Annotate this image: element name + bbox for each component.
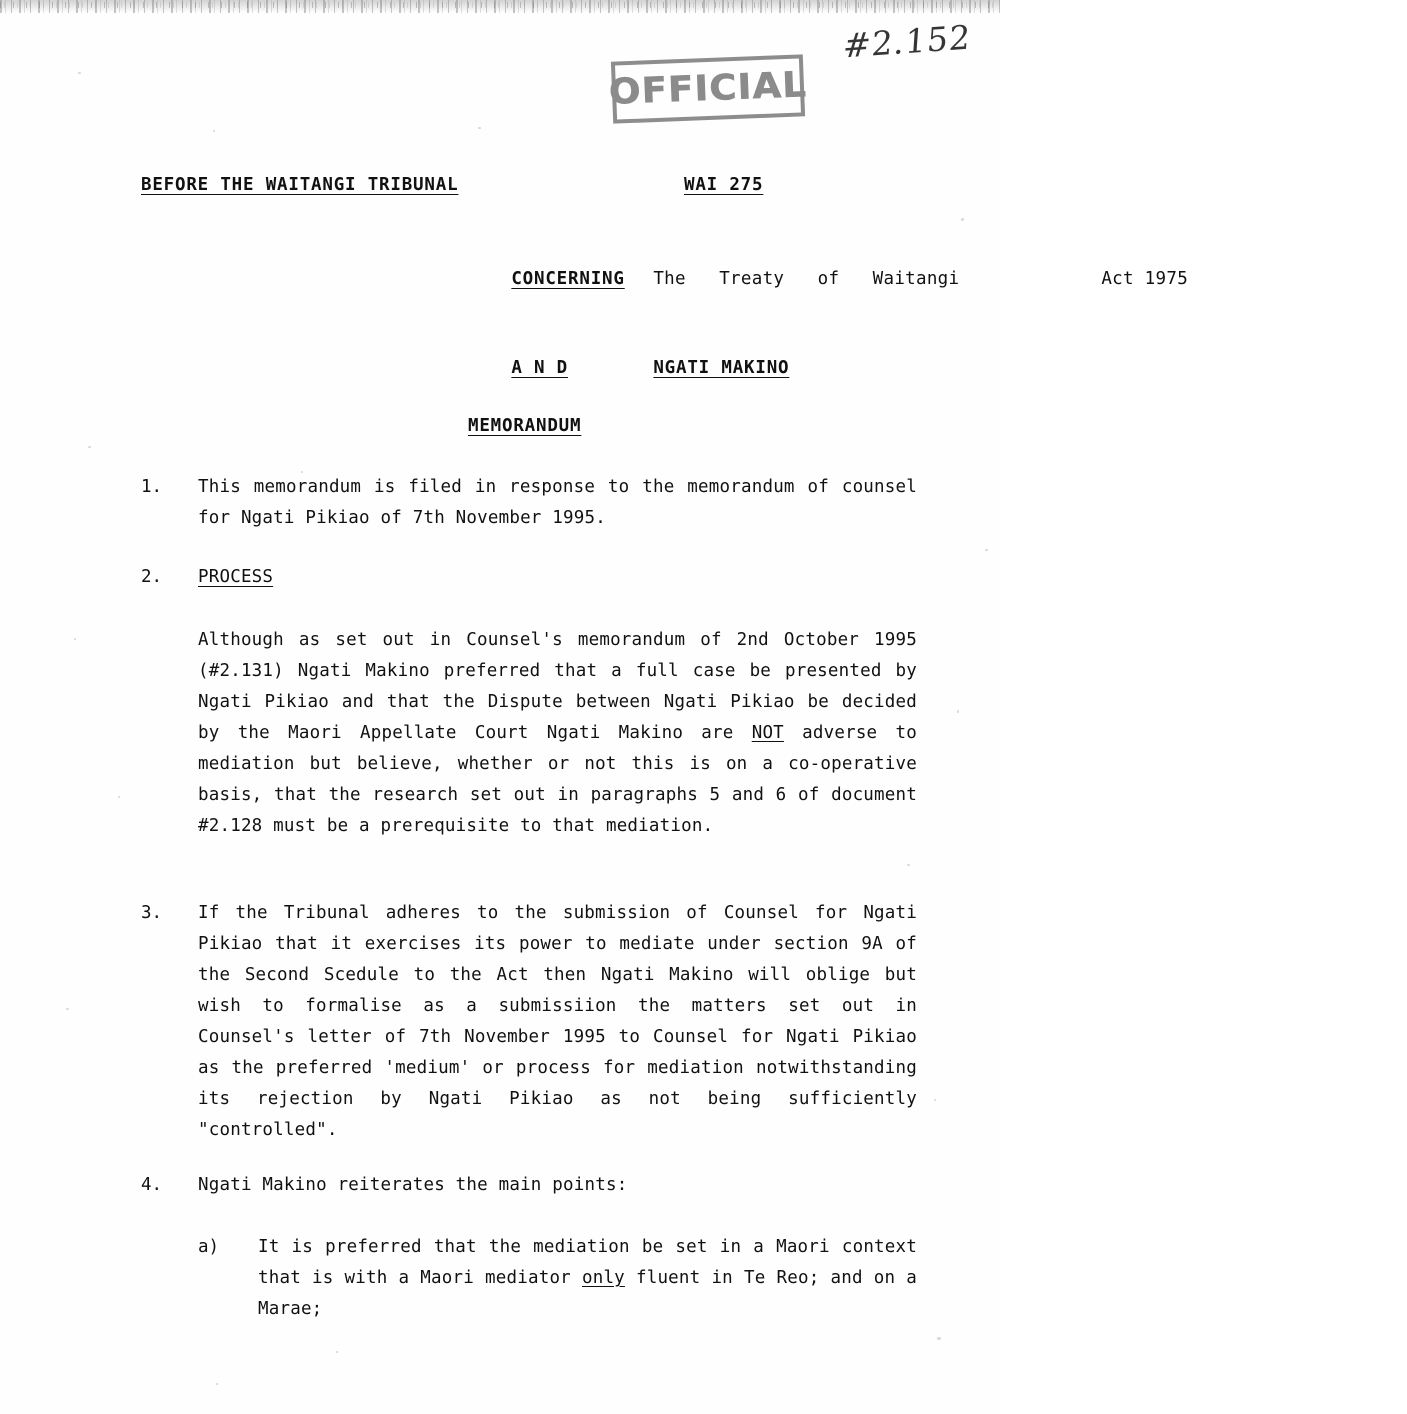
page-title: MEMORANDUM	[468, 416, 582, 436]
sub-item-text-before-emphasis: It is preferred that the mediation be set in a Maori context that is with a Maori mediator	[258, 1237, 917, 1288]
official-stamp-icon	[608, 54, 808, 123]
party-label-concerning: CONCERNING	[511, 269, 625, 289]
paper-speck	[88, 446, 91, 448]
clause-text: Ngati Makino reiterates the main points:	[198, 1175, 628, 1195]
paper-speck	[78, 72, 81, 74]
party-row-and	[468, 322, 959, 415]
handwritten-reference-annotation: #2.152	[841, 17, 973, 66]
paper-speck	[213, 130, 215, 132]
clause-text: This memorandum is filed in response to the memorandum of counsel for Ngati Pikiao of 7th November 1995.	[198, 477, 917, 528]
paper-speck	[937, 1337, 941, 1340]
party-row-concerning	[468, 233, 1407, 326]
emphasis-not: NOT	[751, 723, 784, 743]
party-label-and: A N D	[511, 358, 569, 378]
clause-number: 1.	[141, 477, 163, 497]
clause-number: 4.	[141, 1175, 163, 1195]
paper-speck	[957, 710, 959, 713]
sub-item-text	[258, 1232, 917, 1325]
case-number: WAI 275	[684, 175, 764, 195]
clause-text: If the Tribunal adheres to the submission of Counsel for Ngati Pikiao that it exercises its power to mediate under section 9A of the Second Scedule to the Act then Ngati Makino will oblige but wish to formalise as a submissiion the matters set out in Counsel's letter of 7th November 1995 to Counsel for Ngati Pikiao as the preferred 'medium' or process for mediation notwithstanding its rejection by Ngati Pikiao as not being sufficiently "controlled".	[198, 903, 917, 1140]
clause-text-before-emphasis: Although as set out in Counsel's memorandum of 2nd October 1995 (#2.131) Ngati Makino preferred that a full case be presented by Ngati Pikiao and that the Dispute between Ngati Pikiao be decided by the Maori Appellate Court Ngati Makino are	[198, 630, 917, 743]
sub-item-text-after-emphasis: fluent in Te Reo; and on a Marae;	[258, 1268, 917, 1319]
party-value-and: NGATI MAKINO	[653, 358, 790, 378]
paper-speck	[478, 127, 481, 129]
scan-edge-artifact	[0, 0, 1000, 13]
paper-speck	[934, 1099, 936, 1101]
paper-speck	[985, 549, 988, 551]
clause-text-process-body	[198, 625, 917, 842]
stamp-label: OFFICIAL	[608, 65, 808, 113]
party-value-concerning-line1: The Treaty of Waitangi	[653, 269, 960, 289]
paper-speck	[216, 1383, 218, 1385]
clause-text-after-emphasis: adverse to mediation but believe, whether or not this is on a co-operative basis, that the research set out in paragraphs 5 and 6 of document #2.128 must be a prerequisite to that mediation.	[198, 723, 917, 836]
paper-speck	[74, 638, 76, 640]
sub-item-marker: a)	[198, 1237, 220, 1257]
clause-number: 2.	[141, 567, 163, 587]
paper-speck	[66, 1008, 69, 1010]
paper-speck	[907, 864, 910, 866]
section-heading-process: PROCESS	[198, 567, 274, 587]
emphasis-only: only	[581, 1268, 625, 1288]
paper-speck	[118, 796, 120, 798]
tribunal-heading: BEFORE THE WAITANGI TRIBUNAL	[141, 175, 459, 195]
party-value-concerning-line2: Act 1975	[1101, 269, 1189, 289]
paper-speck	[961, 218, 964, 221]
paper-speck	[336, 1351, 338, 1353]
clause-number: 3.	[141, 903, 163, 923]
